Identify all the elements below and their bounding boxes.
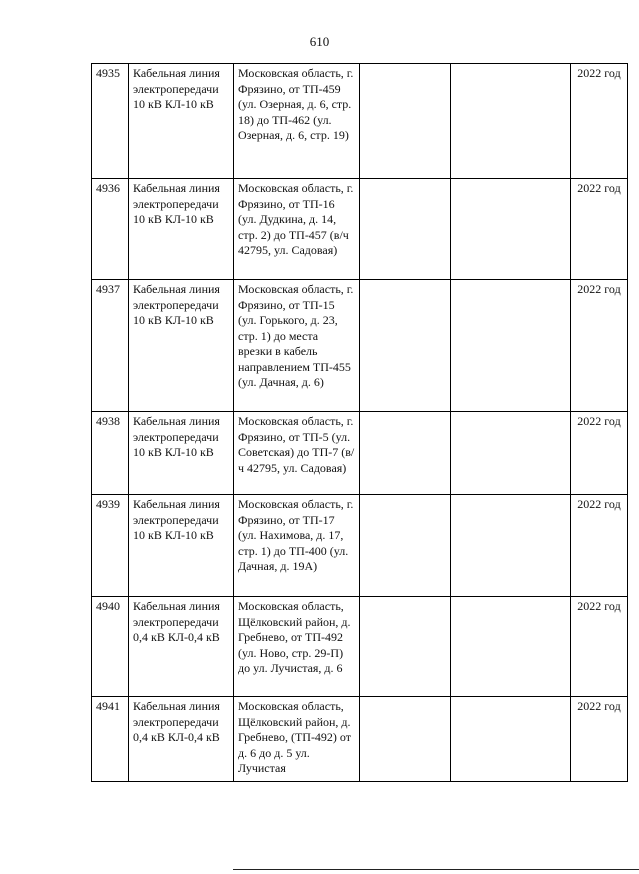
empty-cell xyxy=(451,697,571,782)
empty-cell xyxy=(451,64,571,179)
year-cell: 2022 год xyxy=(571,697,628,782)
year-cell: 2022 год xyxy=(571,495,628,597)
table-row xyxy=(92,179,628,280)
empty-cell xyxy=(360,179,451,280)
empty-cell xyxy=(360,412,451,495)
object-location: Московская область, г. Фрязино, от ТП-17 (ул. Нахимова, д. 17, стр. 1) до ТП-400 (ул. Дачная, д. 19А) xyxy=(234,495,360,597)
object-location: Московская область, Щёлковский район, д. Гребнево, (ТП-492) от д. 6 до д. 5 ул. Лучистая xyxy=(234,697,360,782)
empty-cell xyxy=(360,495,451,597)
object-name: Кабельная линия электропередачи 10 кВ КЛ-10 кВ xyxy=(129,412,234,495)
year-cell: 2022 год xyxy=(571,280,628,412)
year-cell: 2022 год xyxy=(571,412,628,495)
empty-cell xyxy=(451,179,571,280)
row-number: 4936 xyxy=(92,179,129,280)
row-number: 4940 xyxy=(92,597,129,697)
year-cell: 2022 год xyxy=(571,597,628,697)
empty-cell xyxy=(360,697,451,782)
bottom-rule xyxy=(233,869,639,870)
empty-cell xyxy=(451,597,571,697)
table-row xyxy=(92,412,628,495)
registry-table xyxy=(91,63,628,782)
table-row xyxy=(92,64,628,179)
object-location: Московская область, г. Фрязино, от ТП-459 (ул. Озерная, д. 6, стр. 18) до ТП-462 (ул. Озерная, д. 6, стр. 19) xyxy=(234,64,360,179)
empty-cell xyxy=(360,280,451,412)
object-name: Кабельная линия электропередачи 10 кВ КЛ-10 кВ xyxy=(129,179,234,280)
empty-cell xyxy=(360,597,451,697)
empty-cell xyxy=(451,495,571,597)
object-location: Московская область, Щёлковский район, д. Гребнево, от ТП-492 (ул. Ново, стр. 29-П) до ул. Лучистая, д. 6 xyxy=(234,597,360,697)
empty-cell xyxy=(451,412,571,495)
table-row xyxy=(92,597,628,697)
object-name: Кабельная линия электропередачи 10 кВ КЛ-10 кВ xyxy=(129,64,234,179)
year-cell: 2022 год xyxy=(571,179,628,280)
row-number: 4941 xyxy=(92,697,129,782)
object-name: Кабельная линия электропередачи 10 кВ КЛ-10 кВ xyxy=(129,495,234,597)
object-name: Кабельная линия электропередачи 0,4 кВ КЛ-0,4 кВ xyxy=(129,597,234,697)
table-row xyxy=(92,280,628,412)
row-number: 4938 xyxy=(92,412,129,495)
year-cell: 2022 год xyxy=(571,64,628,179)
row-number: 4935 xyxy=(92,64,129,179)
row-number: 4937 xyxy=(92,280,129,412)
page-number: 610 xyxy=(309,34,330,49)
object-name: Кабельная линия электропередачи 10 кВ КЛ-10 кВ xyxy=(129,280,234,412)
table-row xyxy=(92,495,628,597)
object-location: Московская область, г. Фрязино, от ТП-15 (ул. Горького, д. 23, стр. 1) до места врезки в кабель направлением ТП-455 (ул. Дачная, д. 6) xyxy=(234,280,360,412)
object-location: Московская область, г. Фрязино, от ТП-16 (ул. Дудкина, д. 14, стр. 2) до ТП-457 (в/ч 42795, ул. Садовая) xyxy=(234,179,360,280)
empty-cell xyxy=(451,280,571,412)
row-number: 4939 xyxy=(92,495,129,597)
object-name: Кабельная линия электропередачи 0,4 кВ КЛ-0,4 кВ xyxy=(129,697,234,782)
object-location: Московская область, г. Фрязино, от ТП-5 (ул. Советская) до ТП-7 (в/ч 42795, ул. Садовая) xyxy=(234,412,360,495)
table-row xyxy=(92,697,628,782)
empty-cell xyxy=(360,64,451,179)
